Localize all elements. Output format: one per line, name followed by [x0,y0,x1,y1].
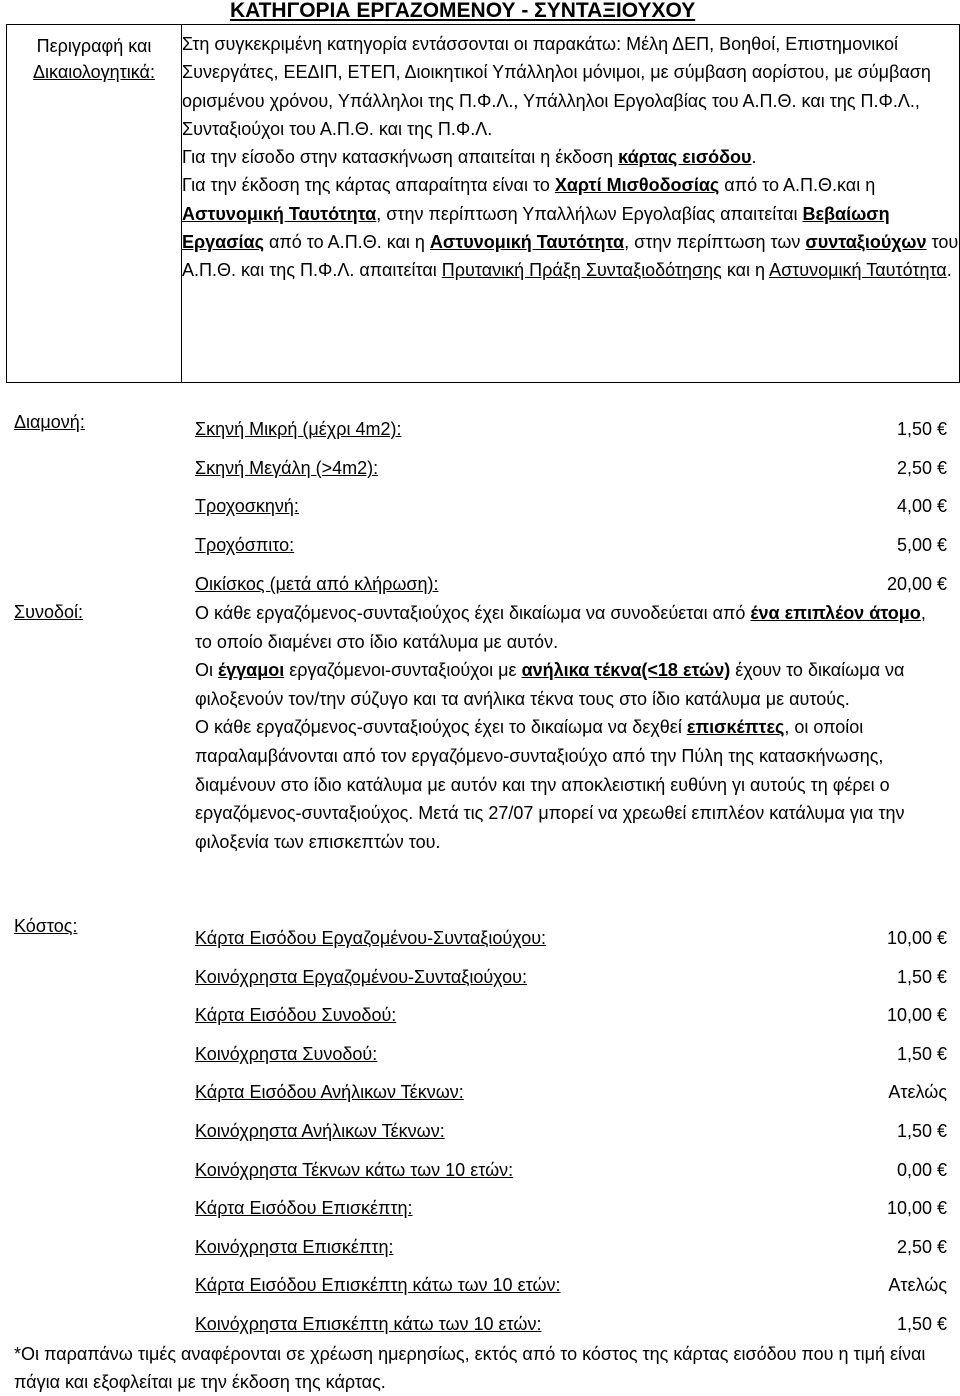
requirements-body-cell [182,25,960,383]
price-row: Σκηνή Μικρή (μέχρι 4m2): 1,50 € [195,419,947,439]
price-row: Κοινόχρηστα Επισκέπτη κάτω των 10 ετών: 1,50 € [195,1314,947,1334]
price-row: Κάρτα Εισόδου Εργαζομένου-Συνταξιούχου: 10,00 € [195,928,947,948]
price-row: Σκηνή Μεγάλη (>4m2): 2,50 € [195,458,947,478]
footnote: *Οι παραπάνω τιμές αναφέρονται σε χρέωση ημερησίως, εκτός από το κόστος της κάρτας εισόδου που η τιμή είναι πάγια και εξοφλείται με την έκδοση της κάρτας. [14,1344,926,1392]
card-documents: Για την έκδοση της κάρτας απαραίτητα είναι το Χαρτί Μισθοδοσίας από το Α.Π.Θ.και η Αστυνομική Ταυτότητα, στην περίπτωση Υπαλλήλων Εργολαβίας απαιτείται Βεβαίωση Εργασίας από το Α.Π.Θ. και η Αστυνομική Ταυτότητα, στην περίπτωση των συνταξιούχων του Α.Π.Θ. και της Π.Φ.Λ. απαιτείται Πρυτανική Πράξη Συνταξιοδότησης και η Αστυνομική Ταυτότητα. [182,175,959,281]
children-rule: Οι έγγαμοι εργαζόμενοι-συνταξιούχοι με ανήλικα τέκνα(<18 ετών) έχουν το δικαίωμα να φιλοξενούν τον/την σύζυγο και τα ανήλικα τέκνα τους στο ίδιο κατάλυμα με αυτούς. [195,660,905,709]
price-row: Κάρτα Εισόδου Συνοδού: 10,00 € [195,1005,947,1025]
price-row: Κοινόχρηστα Τέκνων κάτω των 10 ετών: 0,00 € [195,1160,947,1180]
price-row: Κοινόχρηστα Εργαζομένου-Συνταξιούχου: 1,50 € [195,967,947,987]
price-row: Κοινόχρηστα Συνοδού: 1,50 € [195,1044,947,1064]
requirements-label-cell [7,25,182,383]
requirements-label-line1: Περιγραφή και [36,36,152,56]
price-row: Τροχοσκηνή: 4,00 € [195,496,947,516]
requirements-label-line2: Δικαιολογητικά: [33,62,155,82]
price-row: Κοινόχρηστα Ανήλικων Τέκνων: 1,50 € [195,1121,947,1141]
visitors-rule: Ο κάθε εργαζόμενος-συνταξιούχος έχει το δικαίωμα να δεχθεί επισκέπτες, οι οποίοι παραλαμβάνονται από τον εργαζόμενο-συνταξιούχο από την Πύλη της κατασκήνωσης, διαμένουν στο ίδιο κατάλυμα με αυτόν και την αποκλειστική ευθύνη γι αυτούς τη φέρει ο εργαζόμενος-συνταξιούχος. Μετά τις 27/07 μπορεί να χρεωθεί επιπλέον κατάλυμα για την φιλοξενία των επισκεπτών του. [195,717,905,852]
price-row: Κάρτα Εισόδου Ανήλικων Τέκνων: Ατελώς [195,1082,947,1102]
page-title: ΚΑΤΗΓΟΡΙΑ ΕΡΓΑΖΟΜΕΝΟΥ - ΣΥΝΤΑΞΙΟΥΧΟΥ [230,0,696,22]
price-row: Κάρτα Εισόδου Επισκέπτη κάτω των 10 ετών: Ατελώς [195,1275,947,1295]
price-row: Οικίσκος (μετά από κλήρωση): 20,00 € [195,574,947,594]
price-row: Κάρτα Εισόδου Επισκέπτη: 10,00 € [195,1198,947,1218]
escorts-label: Συνοδοί: [14,602,84,622]
entry-card-requirement: Για την είσοδο στην κατασκήνωση απαιτείται η έκδοση κάρτας εισόδου. [182,147,757,168]
price-row: Κοινόχρηστα Επισκέπτη: 2,50 € [195,1237,947,1257]
escorts-text [195,599,947,856]
price-row: Τροχόσπιτο: 5,00 € [195,535,947,555]
requirements-table [6,24,960,383]
escort-rule: Ο κάθε εργαζόμενος-συνταξιούχος έχει δικαίωμα να συνοδεύεται από ένα επιπλέον άτομο, το οποίο διαμένει στο ίδιο κατάλυμα με αυτόν. [195,603,926,652]
requirements-text [182,25,959,285]
accommodation-label: Διαμονή: [14,412,85,432]
cost-label: Κόστος: [14,916,78,936]
requirements-categories: Στη συγκεκριμένη κατηγορία εντάσσονται οι παρακάτω: Μέλη ΔΕΠ, Βοηθοί, Επιστημονικοί Συνεργάτες, ΕΕΔΙΠ, ΕΤΕΠ, Διοικητικοί Υπάλληλοι μόνιμοι, με σύμβαση αορίστου, με σύμβαση ορισμένου χρόνου, Υπάλληλοι της Π.Φ.Λ., Υπάλληλοι Εργολαβίας του Α.Π.Θ. και της Π.Φ.Λ., Συνταξιούχοι του Α.Π.Θ. και της Π.Φ.Λ. [182,34,931,139]
